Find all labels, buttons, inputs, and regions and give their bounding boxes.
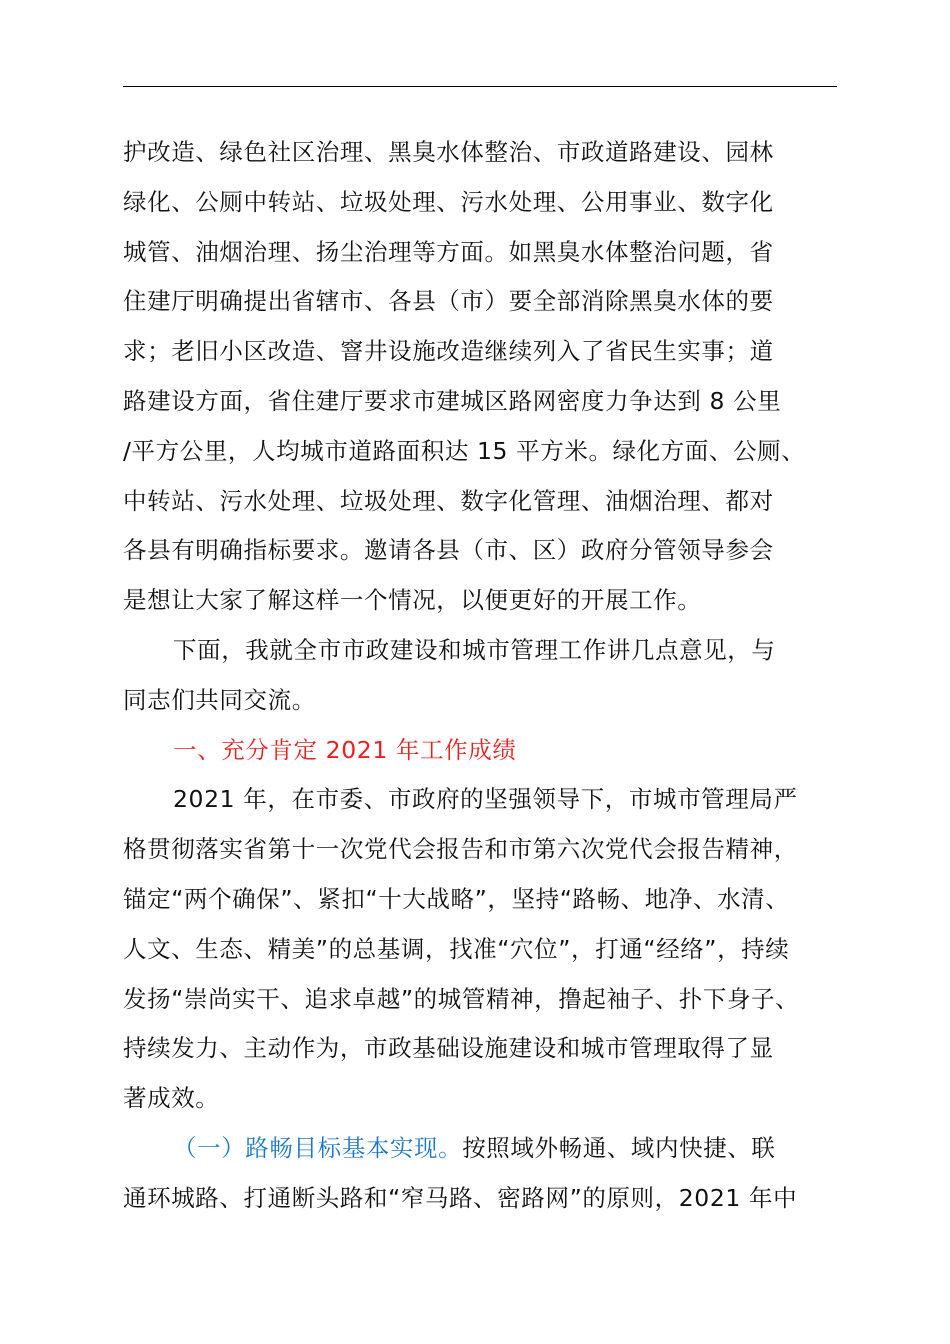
text-line: 路建设方面，省住建厅要求市建城区路网密度力争达到 8 公里 — [123, 386, 782, 415]
text-line — [123, 1124, 863, 1174]
paragraph-intro — [123, 626, 863, 726]
text-line: 锚定“两个确保”、紧扣“十大战略”，坚持“路畅、地净、水清、 — [123, 884, 790, 913]
document-body — [123, 128, 863, 1224]
text-line: 住建厅明确提出省辖市、各县（市）要全部消除黑臭水体的要 — [123, 287, 774, 316]
text-line: 求；老旧小区改造、窨井设施改造继续列入了省民生实事；道 — [123, 337, 774, 366]
text-line: 同志们共同交流。 — [123, 685, 316, 714]
text-line: 发扬“崇尚实干、追求卓越”的城管精神，撸起袖子、扑下身子、 — [123, 984, 800, 1013]
subsection-heading: （一）路畅目标基本实现。 — [173, 1133, 463, 1162]
section-heading — [123, 726, 863, 776]
text-line: 格贯彻落实省第十一次党代会报告和市第六次党代会报告精神， — [123, 835, 798, 864]
text-line: 持续发力、主动作为，市政基础设施建设和城市管理取得了显 — [123, 1034, 774, 1063]
text-line: 是想让大家了解这样一个情况，以便更好的开展工作。 — [123, 586, 702, 615]
header-rule — [123, 86, 837, 87]
text-line: 护改造、绿色社区治理、黑臭水体整治、市政道路建设、园林 — [123, 138, 774, 166]
text-line: 绿化、公厕中转站、垃圾处理、污水处理、公用事业、数字化 — [123, 187, 774, 216]
paragraph-road-goal — [123, 1124, 863, 1224]
section-heading-text: 一、充分肯定 2021 年工作成绩 — [173, 735, 517, 764]
paragraph-continuation — [123, 128, 863, 626]
text-line: 通环城路、打通断头路和“窄马路、密路网”的原则，2021 年中 — [123, 1183, 798, 1212]
text-line: 人文、生态、精美”的总基调，找准“穴位”，打通“经络”，持续 — [123, 934, 790, 963]
text-line: 城管、油烟治理、扬尘治理等方面。如黑臭水体整治问题，省 — [123, 237, 774, 266]
text-line: 各县有明确指标要求。邀请各县（市、区）政府分管领导参会 — [123, 536, 774, 565]
text-run: 按照域外畅通、域内快捷、联 — [462, 1133, 776, 1162]
text-line: 2021 年，在市委、市政府的坚强领导下，市城市管理局严 — [173, 785, 798, 814]
text-line: 著成效。 — [123, 1084, 220, 1113]
paragraph-achievements — [123, 775, 863, 1124]
text-line: /平方公里，人均城市道路面积达 15 平方米。绿化方面、公厕、 — [123, 436, 806, 465]
text-line: 下面，我就全市市政建设和城市管理工作讲几点意见，与 — [173, 635, 776, 664]
text-line: 中转站、污水处理、垃圾处理、数字化管理、油烟治理、都对 — [123, 486, 774, 515]
